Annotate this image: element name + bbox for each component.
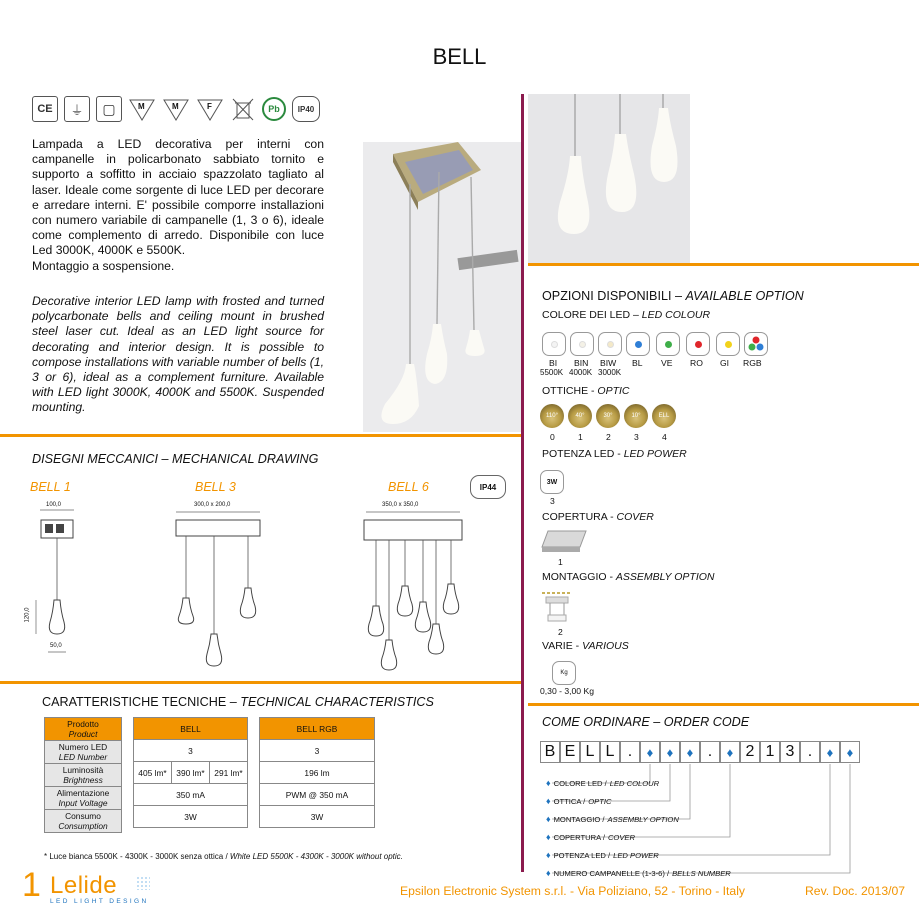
description-english: Decorative interior LED lamp with frosted and turned polycarbonate bells and ceiling mount in brushed steel laser cut. Ideal as an LED light source for decorating and interior design. It is possible to compose installations with variable number of bells (1, 3 or 6), ideal as a complement furniture. Available with LED light 3000K, 4000K and 5500K. Suspended mounting. <box>32 294 324 415</box>
vertical-divider <box>521 94 524 872</box>
f-triangle-icon: F <box>196 96 224 122</box>
bell3-top-dim: 300,0 x 200,0 <box>194 502 231 508</box>
row-label-input: Alimentazione Input Voltage <box>45 787 122 810</box>
bell-brightness-4000k: 390 lm* <box>172 762 210 784</box>
order-code-char: L <box>580 741 600 763</box>
led-colour-bi-icon <box>542 332 566 356</box>
drawing-heading: DISEGNI MECCANICI – MECHANICAL DRAWING <box>32 452 319 466</box>
order-code-char: 3 <box>780 741 800 763</box>
right-divider-top <box>528 263 919 266</box>
bell1-label: BELL 1 <box>30 480 71 494</box>
weight-icon: Kg <box>552 661 576 685</box>
bell-rgb-header: BELL RGB <box>260 718 375 740</box>
power-3w-icon: 3W <box>540 470 564 494</box>
ip40-icon: IP40 <box>292 96 320 122</box>
row-label-consumption: Consumo Consumption <box>45 810 122 833</box>
order-code-char: . <box>800 741 820 763</box>
order-code-slot-power: ♦ <box>820 741 840 763</box>
optic-1-icon: 40° <box>568 404 592 428</box>
assembly-code: 2 <box>558 627 563 637</box>
order-code-slot-led-colour: ♦ <box>640 741 660 763</box>
order-code-slot-assembly: ♦ <box>680 741 700 763</box>
bell-header: BELL <box>134 718 248 740</box>
order-code-boxes <box>540 741 860 763</box>
order-code-char: B <box>540 741 560 763</box>
order-code-char: 1 <box>760 741 780 763</box>
optic-code-2: 2 <box>606 432 611 442</box>
led-colour-options <box>540 330 780 380</box>
optic-code-3: 3 <box>634 432 639 442</box>
product-header: Prodotto Product <box>45 718 122 741</box>
legend-power: ♦ POTENZA LED / LED POWER <box>546 850 659 860</box>
bell6-label: BELL 6 <box>388 480 429 494</box>
legend-assembly: ♦ MONTAGGIO / ASSEMBLY OPTION <box>546 814 679 824</box>
order-code-char: E <box>560 741 580 763</box>
bell-consumption: 3W <box>134 806 248 828</box>
led-colour-ve-icon <box>656 332 680 356</box>
led-code-ro: RO <box>690 358 703 368</box>
tech-bell-rgb-table <box>259 717 375 828</box>
weee-bin-icon <box>230 96 256 122</box>
various-label: VARIE - VARIOUS <box>542 640 629 652</box>
weight-range: 0,30 - 3,00 Kg <box>540 686 594 696</box>
brand-name: Lelide <box>50 872 118 899</box>
bell1-top-dim: 100,0 <box>46 502 62 508</box>
bell3-drawing <box>170 500 270 675</box>
optic-4-icon: ELL <box>652 404 676 428</box>
product-photo-closeup <box>528 94 690 264</box>
bell-input: 350 mA <box>134 784 248 806</box>
bell-brightness-5500k: 405 lm* <box>134 762 172 784</box>
power-code: 3 <box>550 496 555 506</box>
company-address: Epsilon Electronic System s.r.l. - Via Poliziano, 52 - Torino - Italy <box>400 884 746 898</box>
legend-led-colour: ♦ COLORE LED / LED COLOUR <box>546 778 660 788</box>
cover-code: 1 <box>558 557 563 567</box>
ip44-icon: IP44 <box>470 475 506 499</box>
m-triangle-icon: M <box>128 96 156 122</box>
right-divider-bottom <box>528 703 919 706</box>
brand-logo <box>50 872 160 906</box>
order-code-slot-optic: ♦ <box>660 741 680 763</box>
optic-2-icon: 30° <box>596 404 620 428</box>
optic-options <box>540 404 680 446</box>
optic-label: OTTICHE - OPTIC <box>542 385 630 397</box>
tech-labels-table <box>44 717 122 833</box>
order-code-slot-bells: ♦ <box>840 741 860 763</box>
tech-heading: CARATTERISTICHE TECNICHE – TECHNICAL CHARACTERISTICS <box>42 695 434 709</box>
bell-rgb-brightness: 196 lm <box>260 762 375 784</box>
bell6-top-dim: 350,0 x 350,0 <box>382 502 419 508</box>
bell-rgb-consumption: 3W <box>260 806 375 828</box>
order-code-char: . <box>700 741 720 763</box>
left-divider-top <box>0 434 521 437</box>
brand-tagline: LED LIGHT DESIGN <box>50 898 149 905</box>
led-colour-rgb-icon <box>744 332 768 356</box>
tech-footnote: * Luce bianca 5500K - 4300K - 3000K senza ottica / White LED 5500K - 4300K - 3000K without optic. <box>44 852 403 861</box>
led-temp-bin: 4000K <box>569 368 593 377</box>
led-code-gi: GI <box>720 358 730 368</box>
ce-icon: CE <box>32 96 58 122</box>
bell-brightness-3000k: 291 lm* <box>210 762 248 784</box>
led-code-biw: BIW <box>600 358 617 368</box>
bell1-drawing <box>26 500 76 660</box>
legend-cover: ♦ COPERTURA / COVER <box>546 832 635 842</box>
optic-code-4: 4 <box>662 432 667 442</box>
led-code-bl: BL <box>632 358 643 368</box>
order-heading: COME ORDINARE – ORDER CODE <box>542 715 750 729</box>
class2-icon: ▢ <box>96 96 122 122</box>
optic-code-0: 0 <box>550 432 555 442</box>
product-photo-bell3 <box>363 142 521 432</box>
order-code-char: L <box>600 741 620 763</box>
left-divider-bottom <box>0 681 521 684</box>
brand-dots-icon <box>136 876 150 890</box>
led-code-bin: BIN <box>574 358 589 368</box>
order-code-char: 2 <box>740 741 760 763</box>
bell-led-number: 3 <box>134 740 248 762</box>
led-colour-biw-icon <box>598 332 622 356</box>
mounting-italian: Montaggio a sospensione. <box>32 258 175 273</box>
options-heading: OPZIONI DISPONIBILI – AVAILABLE OPTION <box>542 289 804 303</box>
order-code-legend <box>546 778 731 878</box>
led-colour-gi-icon <box>716 332 740 356</box>
led-colour-label: COLORE DEI LED – LED COLOUR <box>542 309 711 321</box>
tech-bell-table <box>133 717 248 828</box>
bell3-label: BELL 3 <box>195 480 236 494</box>
optic-code-1: 1 <box>578 432 583 442</box>
optic-3-icon: 10° <box>624 404 648 428</box>
assembly-label: MONTAGGIO - ASSEMBLY OPTION <box>542 571 715 583</box>
power-label: POTENZA LED - LED POWER <box>542 448 687 460</box>
page-title: BELL <box>432 44 487 69</box>
led-colour-bin-icon <box>570 332 594 356</box>
cover-icon <box>540 529 588 555</box>
bell1-height-dim: 120,0 <box>24 607 31 623</box>
order-code-slot-cover: ♦ <box>720 741 740 763</box>
description-italian: Lampada a LED decorativa per interni con campanelle in policarbonato sabbiato tornito e supporto a soffitto in acciaio spazzolato tagliato al laser. Ideale come sorgente di luce LED per decorare e arredare interni. E' possibile comporre installazioni con numero variabile di campanelle (1, 3 o 6), ideale come complemento di arredo. Disponibile con luce Led 3000K, 4000K e 5500K. Montaggio a sospensione. <box>32 137 324 273</box>
row-label-led-number: Numero LED LED Number <box>45 741 122 764</box>
led-code-rgb: RGB <box>743 358 762 368</box>
certification-icons <box>32 96 320 122</box>
bell-rgb-led-number: 3 <box>260 740 375 762</box>
bell-rgb-input: PWM @ 350 mA <box>260 784 375 806</box>
led-colour-bl-icon <box>626 332 650 356</box>
document-revision: Rev. Doc. 2013/07 <box>805 884 906 898</box>
pb-free-icon: Pb <box>262 97 286 121</box>
bell6-drawing <box>360 500 465 675</box>
order-code-char: . <box>620 741 640 763</box>
row-label-brightness: Luminosità Brightness <box>45 764 122 787</box>
bell1-diameter-dim: 50,0 <box>50 643 62 649</box>
cover-label: COPERTURA - COVER <box>542 511 654 523</box>
led-colour-ro-icon <box>686 332 710 356</box>
page-number: 1 <box>22 866 41 904</box>
led-code-bi: BI <box>549 358 558 368</box>
suspended-mount-icon <box>540 589 574 625</box>
led-temp-biw: 3000K <box>598 368 622 377</box>
legend-optic: ♦ OTTICA / OPTIC <box>546 796 612 806</box>
optic-0-icon: 110° <box>540 404 564 428</box>
legend-bells-number: ♦ NUMERO CAMPANELLE (1-3-6) / BELLS NUMBER <box>546 868 731 878</box>
mm-triangle-icon: M <box>162 96 190 122</box>
ground-icon: ⏚ <box>64 96 90 122</box>
led-code-ve: VE <box>661 358 673 368</box>
led-temp-bi: 5500K <box>540 368 564 377</box>
